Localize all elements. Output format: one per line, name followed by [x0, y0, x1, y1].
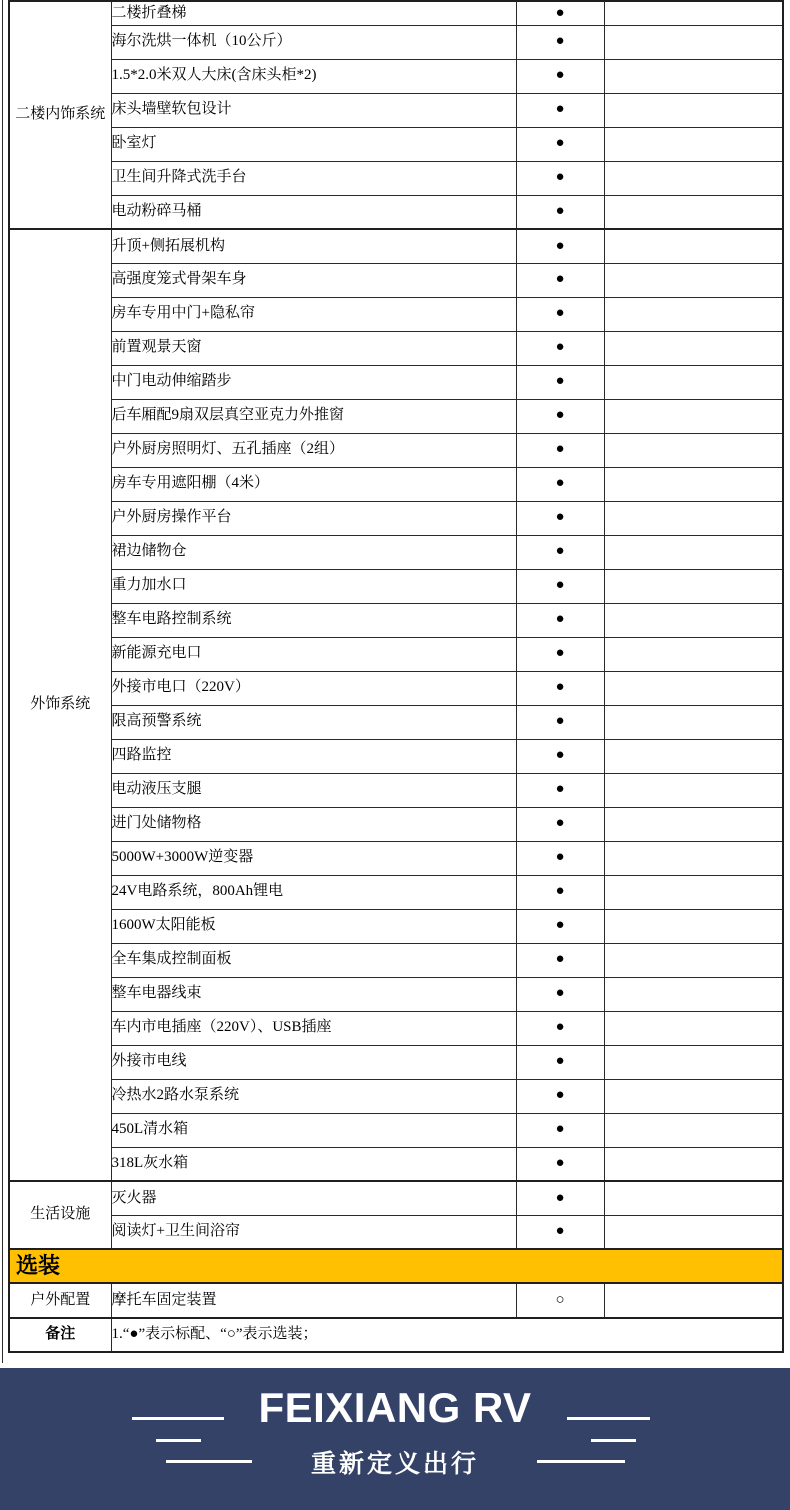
- mark-cell: ●: [516, 25, 604, 59]
- table-row: [9, 739, 783, 773]
- empty-cell: [604, 1, 783, 25]
- feature-cell: 整车电器线束: [111, 977, 516, 1011]
- table-row: [9, 1215, 783, 1249]
- table-row: [9, 93, 783, 127]
- table-row: [9, 535, 783, 569]
- empty-cell: [604, 127, 783, 161]
- empty-cell: [604, 569, 783, 603]
- notes-row: [9, 1318, 783, 1352]
- empty-cell: [604, 467, 783, 501]
- mark-cell: ●: [516, 331, 604, 365]
- table-row: [9, 59, 783, 93]
- table-row: [9, 501, 783, 535]
- empty-cell: [604, 399, 783, 433]
- feature-cell: 重力加水口: [111, 569, 516, 603]
- table-row: [9, 127, 783, 161]
- feature-cell: 全车集成控制面板: [111, 943, 516, 977]
- mark-cell: ●: [516, 263, 604, 297]
- empty-cell: [604, 1147, 783, 1181]
- feature-cell: 灭火器: [111, 1181, 516, 1215]
- spec-table: [8, 0, 784, 1353]
- empty-cell: [604, 977, 783, 1011]
- table-row: [9, 297, 783, 331]
- category-cell: 外饰系统: [9, 229, 111, 1181]
- feature-cell: 5000W+3000W逆变器: [111, 841, 516, 875]
- table-row: [9, 365, 783, 399]
- table-row: [9, 1079, 783, 1113]
- mark-cell: ●: [516, 977, 604, 1011]
- brand-title: FEIXIANG RV: [258, 1384, 532, 1431]
- category-cell: 生活设施: [9, 1181, 111, 1249]
- table-row: [9, 161, 783, 195]
- empty-cell: [604, 25, 783, 59]
- empty-cell: [604, 1113, 783, 1147]
- table-row: [9, 229, 783, 263]
- mark-cell: ●: [516, 603, 604, 637]
- mark-cell: ●: [516, 195, 604, 229]
- feature-cell: 房车专用遮阳棚（4米）: [111, 467, 516, 501]
- mark-cell: ●: [516, 1147, 604, 1181]
- empty-cell: [604, 841, 783, 875]
- empty-cell: [604, 93, 783, 127]
- table-row: [9, 1113, 783, 1147]
- empty-cell: [604, 501, 783, 535]
- feature-cell: 1.5*2.0米双人大床(含床头柜*2): [111, 59, 516, 93]
- mark-cell: ●: [516, 705, 604, 739]
- feature-cell: 电动粉碎马桶: [111, 195, 516, 229]
- mark-cell: ●: [516, 637, 604, 671]
- table-row: [9, 433, 783, 467]
- empty-cell: [604, 671, 783, 705]
- empty-cell: [604, 1045, 783, 1079]
- notes-section: [9, 1318, 783, 1352]
- mark-cell: ●: [516, 807, 604, 841]
- feature-cell: 户外厨房操作平台: [111, 501, 516, 535]
- table-row: [9, 807, 783, 841]
- table-row: [9, 943, 783, 977]
- feature-cell: 四路监控: [111, 739, 516, 773]
- empty-cell: [604, 331, 783, 365]
- optional-banner-section: [9, 1249, 783, 1283]
- empty-cell: [604, 705, 783, 739]
- feature-cell: 电动液压支腿: [111, 773, 516, 807]
- table-row: [9, 399, 783, 433]
- table-row: [9, 841, 783, 875]
- mark-cell: ●: [516, 501, 604, 535]
- feature-cell: 24V电路系统，800Ah锂电: [111, 875, 516, 909]
- mark-cell: ●: [516, 841, 604, 875]
- empty-cell: [604, 1079, 783, 1113]
- table-row: [9, 705, 783, 739]
- mark-cell: ●: [516, 1113, 604, 1147]
- notes-category-cell: 备注: [9, 1318, 111, 1352]
- feature-cell: 二楼折叠梯: [111, 1, 516, 25]
- decorative-line-right-2: [591, 1439, 636, 1442]
- table-row: [9, 671, 783, 705]
- spec-table-optional-rows: [9, 1283, 783, 1318]
- mark-cell: ●: [516, 943, 604, 977]
- mark-cell: ●: [516, 161, 604, 195]
- table-row: [9, 569, 783, 603]
- mark-cell: ●: [516, 399, 604, 433]
- empty-cell: [604, 875, 783, 909]
- feature-cell: 房车专用中门+隐私帘: [111, 297, 516, 331]
- feature-cell: 限高预警系统: [111, 705, 516, 739]
- mark-cell: ●: [516, 229, 604, 263]
- empty-cell: [604, 433, 783, 467]
- mark-cell: ●: [516, 467, 604, 501]
- feature-cell: 进门处储物格: [111, 807, 516, 841]
- empty-cell: [604, 603, 783, 637]
- table-row: [9, 909, 783, 943]
- mark-cell: ●: [516, 535, 604, 569]
- table-row: [9, 1, 783, 25]
- mark-cell: ○: [516, 1283, 604, 1318]
- empty-cell: [604, 535, 783, 569]
- empty-cell: [604, 229, 783, 263]
- mark-cell: ●: [516, 93, 604, 127]
- feature-cell: 户外厨房照明灯、五孔插座（2组）: [111, 433, 516, 467]
- mark-cell: ●: [516, 773, 604, 807]
- mark-cell: ●: [516, 365, 604, 399]
- optional-banner-label: 选装: [9, 1249, 783, 1283]
- footer-banner: [0, 1368, 790, 1510]
- feature-cell: 新能源充电口: [111, 637, 516, 671]
- optional-banner-row: [9, 1249, 783, 1283]
- table-row: [9, 637, 783, 671]
- feature-cell: 车内市电插座（220V）、USB插座: [111, 1011, 516, 1045]
- table-row: [9, 1283, 783, 1318]
- feature-cell: 升顶+侧拓展机构: [111, 229, 516, 263]
- table-row: [9, 603, 783, 637]
- feature-cell: 整车电路控制系统: [111, 603, 516, 637]
- table-row: [9, 331, 783, 365]
- empty-cell: [604, 637, 783, 671]
- feature-cell: 海尔洗烘一体机（10公斤）: [111, 25, 516, 59]
- table-row: [9, 1011, 783, 1045]
- feature-cell: 450L清水箱: [111, 1113, 516, 1147]
- feature-cell: 中门电动伸缩踏步: [111, 365, 516, 399]
- empty-cell: [604, 1181, 783, 1215]
- empty-cell: [604, 195, 783, 229]
- spec-table-standard-rows: [9, 1, 783, 1249]
- feature-cell: 冷热水2路水泵系统: [111, 1079, 516, 1113]
- feature-cell: 床头墙壁软包设计: [111, 93, 516, 127]
- mark-cell: ●: [516, 1045, 604, 1079]
- empty-cell: [604, 739, 783, 773]
- empty-cell: [604, 773, 783, 807]
- decorative-line-left-2: [156, 1439, 201, 1442]
- mark-cell: ●: [516, 875, 604, 909]
- table-row: [9, 773, 783, 807]
- empty-cell: [604, 59, 783, 93]
- mark-cell: ●: [516, 297, 604, 331]
- mark-cell: ●: [516, 1215, 604, 1249]
- mark-cell: ●: [516, 569, 604, 603]
- table-row: [9, 977, 783, 1011]
- feature-cell: 阅读灯+卫生间浴帘: [111, 1215, 516, 1249]
- mark-cell: ●: [516, 1079, 604, 1113]
- table-row: [9, 1181, 783, 1215]
- feature-cell: 裙边储物仓: [111, 535, 516, 569]
- empty-cell: [604, 807, 783, 841]
- feature-cell: 摩托车固定装置: [111, 1283, 516, 1318]
- feature-cell: 卫生间升降式洗手台: [111, 161, 516, 195]
- category-cell: 二楼内饰系统: [9, 1, 111, 229]
- empty-cell: [604, 943, 783, 977]
- empty-cell: [604, 365, 783, 399]
- mark-cell: ●: [516, 909, 604, 943]
- feature-cell: 外接市电线: [111, 1045, 516, 1079]
- table-row: [9, 263, 783, 297]
- table-row: [9, 1147, 783, 1181]
- feature-cell: 高强度笼式骨架车身: [111, 263, 516, 297]
- feature-cell: 前置观景天窗: [111, 331, 516, 365]
- mark-cell: ●: [516, 1181, 604, 1215]
- table-row: [9, 195, 783, 229]
- notes-text-cell: 1.“●”表示标配、“○”表示选装；: [111, 1318, 783, 1352]
- mark-cell: ●: [516, 739, 604, 773]
- empty-cell: [604, 161, 783, 195]
- table-row: [9, 1045, 783, 1079]
- mark-cell: ●: [516, 671, 604, 705]
- mark-cell: ●: [516, 433, 604, 467]
- empty-cell: [604, 1011, 783, 1045]
- empty-cell: [604, 1283, 783, 1318]
- table-row: [9, 467, 783, 501]
- category-cell: 户外配置: [9, 1283, 111, 1318]
- mark-cell: ●: [516, 1011, 604, 1045]
- feature-cell: 卧室灯: [111, 127, 516, 161]
- empty-cell: [604, 1215, 783, 1249]
- table-row: [9, 25, 783, 59]
- brand-slogan: 重新定义出行: [310, 1450, 479, 1478]
- empty-cell: [604, 263, 783, 297]
- feature-cell: 1600W太阳能板: [111, 909, 516, 943]
- mark-cell: ●: [516, 127, 604, 161]
- page-edge-line: [2, 0, 3, 1363]
- empty-cell: [604, 909, 783, 943]
- mark-cell: ●: [516, 1, 604, 25]
- mark-cell: ●: [516, 59, 604, 93]
- empty-cell: [604, 297, 783, 331]
- feature-cell: 后车厢配9扇双层真空亚克力外推窗: [111, 399, 516, 433]
- feature-cell: 外接市电口（220V）: [111, 671, 516, 705]
- feature-cell: 318L灰水箱: [111, 1147, 516, 1181]
- table-row: [9, 875, 783, 909]
